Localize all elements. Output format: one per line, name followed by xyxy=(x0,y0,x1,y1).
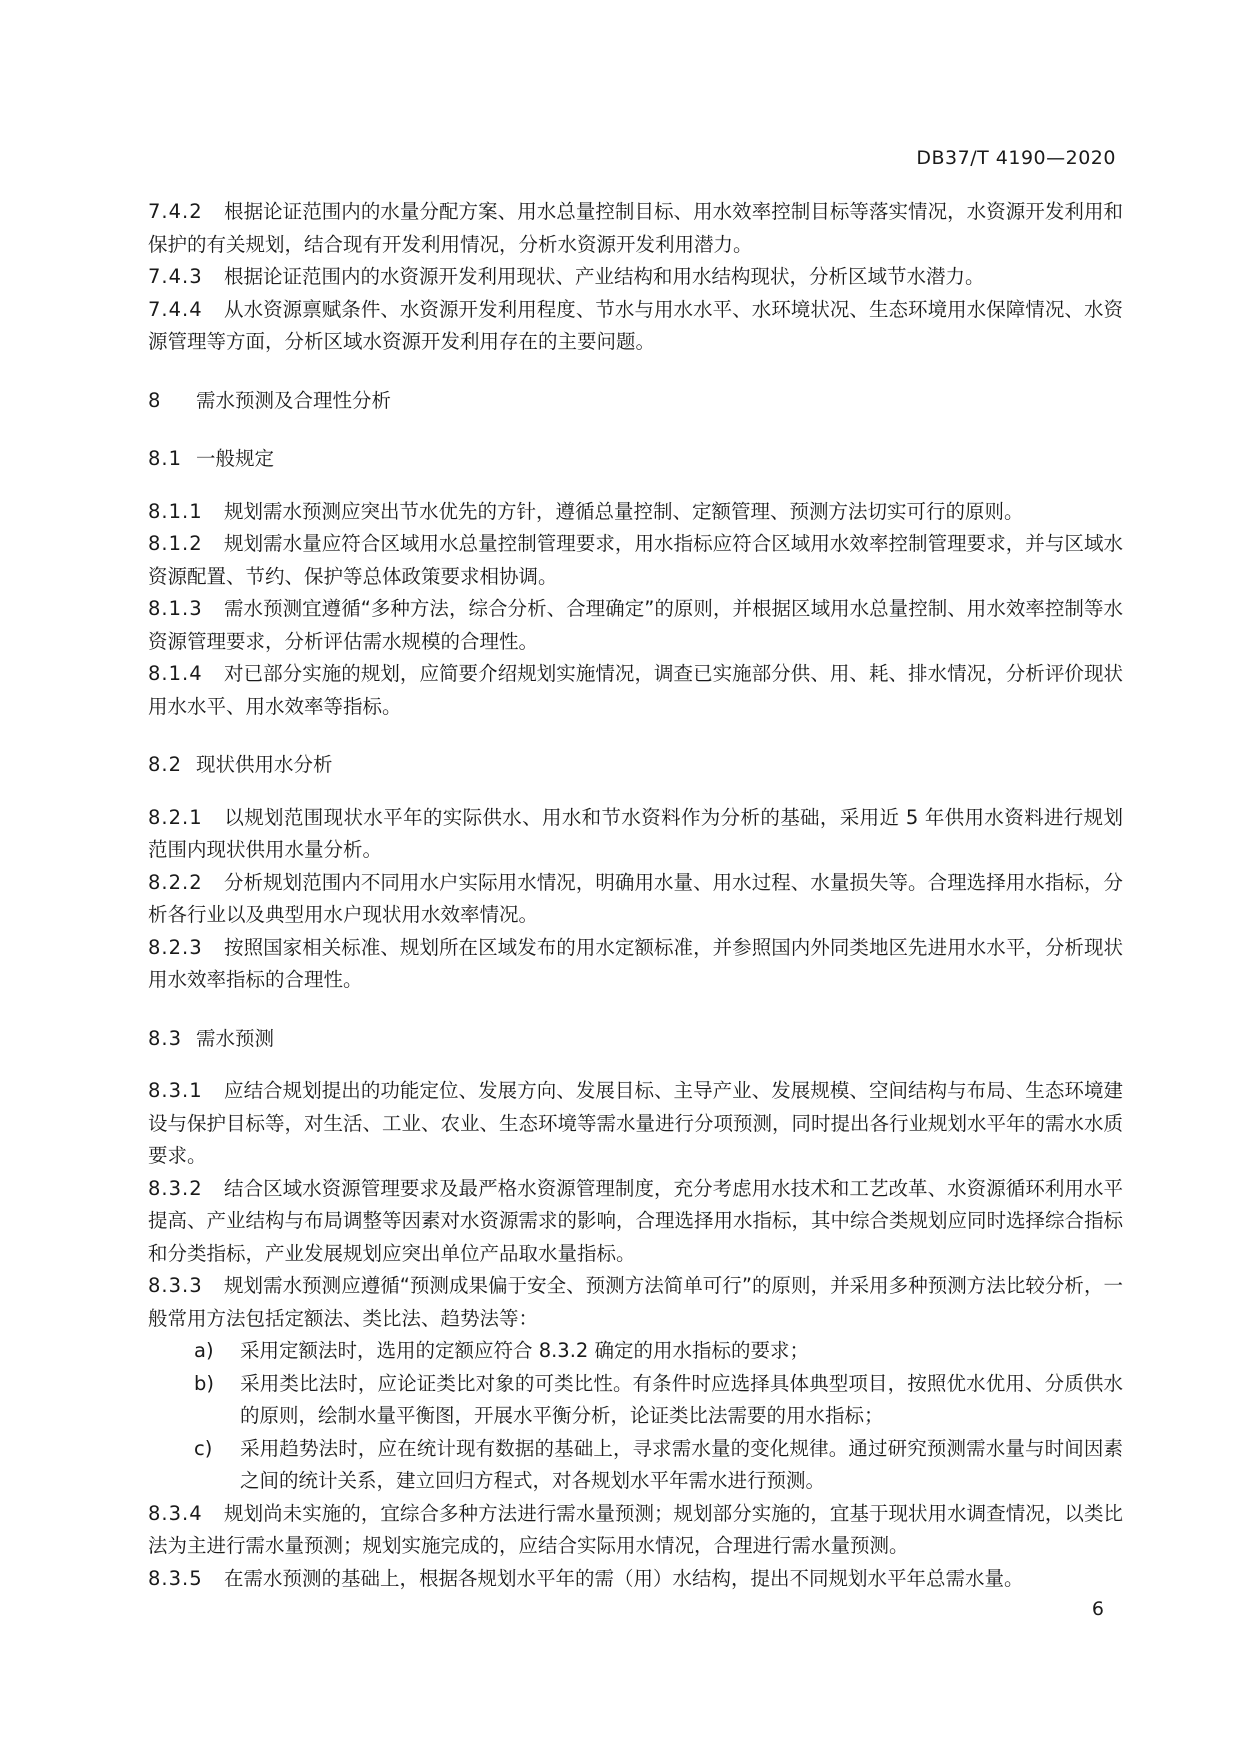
list-marker: a) xyxy=(194,1339,214,1362)
document-code: DB37/T 4190—2020 xyxy=(916,147,1116,169)
clause-8-1-4 xyxy=(148,658,1123,723)
page-number: 6 xyxy=(1091,1598,1104,1620)
clause-number: 8.3.3 xyxy=(148,1274,203,1297)
clause-text: 对已部分实施的规划，应简要介绍规划实施情况，调查已实施部分供、用、耗、排水情况，分析评价现状用水水平、用水效率等指标。 xyxy=(148,662,1123,718)
heading-number: 8.2 xyxy=(148,753,183,776)
clause-text: 在需水预测的基础上，根据各规划水平年的需（用）水结构，提出不同规划水平年总需水量。 xyxy=(224,1566,1024,1590)
heading-title: 一般规定 xyxy=(196,447,275,470)
clause-number: 8.1.2 xyxy=(148,532,203,555)
clause-8-1-2 xyxy=(148,528,1123,593)
list-item xyxy=(148,1433,1123,1498)
clause-text: 分析规划范围内不同用水户实际用水情况，明确用水量、用水过程、水量损失等。合理选择用水指标，分析各行业以及典型用水户现状用水效率情况。 xyxy=(148,870,1123,926)
clause-number: 8.3.4 xyxy=(148,1501,203,1525)
chapter-heading-8 xyxy=(148,385,1123,418)
clause-7-4-2 xyxy=(148,196,1123,261)
clause-8-3-5 xyxy=(148,1563,1123,1596)
list-item-text: 采用类比法时，应论证类比对象的可类比性。有条件时应选择具体典型项目，按照优水优用、分质供水的原则，绘制水量平衡图，开展水平衡分析，论证类比法需要的用水指标； xyxy=(240,1371,1123,1427)
list-item-text: 采用定额法时，选用的定额应符合 8.3.2 确定的用水指标的要求； xyxy=(240,1339,810,1362)
clause-number: 7.4.2 xyxy=(148,200,203,223)
clause-number: 8.2.3 xyxy=(148,935,203,959)
heading-title: 现状供用水分析 xyxy=(196,753,333,776)
clause-number: 7.4.3 xyxy=(148,265,203,288)
list-marker: c) xyxy=(194,1436,213,1460)
clause-text: 根据论证范围内的水资源开发利用现状、产业结构和用水结构现状，分析区域节水潜力。 xyxy=(224,265,985,288)
clause-8-2-1 xyxy=(148,802,1123,867)
clause-number: 8.3.1 xyxy=(148,1079,203,1102)
heading-title: 需水预测 xyxy=(196,1026,275,1050)
heading-number: 8 xyxy=(148,388,162,412)
clause-8-3-4 xyxy=(148,1498,1123,1563)
clause-number: 8.1.3 xyxy=(148,597,203,620)
list-item xyxy=(148,1335,1123,1368)
clause-number: 8.2.2 xyxy=(148,870,203,894)
clause-text: 规划尚未实施的，宜综合多种方法进行需水量预测；规划部分实施的，宜基于现状用水调查情况，以类比法为主进行需水量预测；规划实施完成的，应结合实际用水情况，合理进行需水量预测。 xyxy=(148,1501,1123,1557)
clause-text: 规划需水量应符合区域用水总量控制管理要求，用水指标应符合区域用水效率控制管理要求，并与区域水资源配置、节约、保护等总体政策要求相协调。 xyxy=(148,532,1123,588)
clause-text: 从水资源禀赋条件、水资源开发利用程度、节水与用水水平、水环境状况、生态环境用水保障情况、水资源管理等方面，分析区域水资源开发利用存在的主要问题。 xyxy=(148,297,1123,353)
heading-number: 8.1 xyxy=(148,447,183,470)
clause-text: 按照国家相关标准、规划所在区域发布的用水定额标准，并参照国内外同类地区先进用水水平，分析现状用水效率指标的合理性。 xyxy=(148,935,1123,991)
heading-title: 需水预测及合理性分析 xyxy=(196,388,392,412)
heading-number: 8.3 xyxy=(148,1026,183,1050)
clause-number: 8.3.5 xyxy=(148,1566,203,1590)
clause-number: 8.3.2 xyxy=(148,1176,203,1200)
clause-8-3-2 xyxy=(148,1173,1123,1271)
clause-text: 结合区域水资源管理要求及最严格水资源管理制度，充分考虑用水技术和工艺改革、水资源循环利用水平提高、产业结构与布局调整等因素对水资源需求的影响，合理选择用水指标，其中综合类规划应同时选择综合指标和分类指标，产业发展规划应突出单位产品取水量指标。 xyxy=(148,1176,1124,1265)
list-marker: b) xyxy=(194,1371,214,1395)
list-item-text: 采用趋势法时，应在统计现有数据的基础上，寻求需水量的变化规律。通过研究预测需水量与时间因素之间的统计关系，建立回归方程式，对各规划水平年需水进行预测。 xyxy=(240,1436,1123,1492)
clause-text: 根据论证范围内的水量分配方案、用水总量控制目标、用水效率控制目标等落实情况，水资源开发利用和保护的有关规划，结合现有开发利用情况，分析水资源开发利用潜力。 xyxy=(148,200,1123,256)
section-heading-8-2 xyxy=(148,749,1123,782)
clause-8-3-3 xyxy=(148,1270,1123,1335)
clause-number: 8.1.4 xyxy=(148,662,203,685)
clause-number: 8.1.1 xyxy=(148,499,203,523)
clause-8-2-2 xyxy=(148,867,1123,932)
clause-text: 规划需水预测应突出节水优先的方针，遵循总量控制、定额管理、预测方法切实可行的原则。 xyxy=(224,499,1024,523)
section-heading-8-3 xyxy=(148,1023,1123,1056)
clause-8-3-1 xyxy=(148,1075,1123,1173)
clause-7-4-4 xyxy=(148,294,1123,359)
clause-7-4-3 xyxy=(148,261,1123,294)
clause-number: 8.2.1 xyxy=(148,805,203,829)
clause-number: 7.4.4 xyxy=(148,297,203,321)
document-body xyxy=(148,196,1123,1595)
clause-text: 需水预测宜遵循“多种方法，综合分析、合理确定”的原则，并根据区域用水总量控制、用水效率控制等水资源管理要求，分析评估需水规模的合理性。 xyxy=(148,597,1123,653)
clause-text: 规划需水预测应遵循“预测成果偏于安全、预测方法简单可行”的原则，并采用多种预测方法比较分析，一般常用方法包括定额法、类比法、趋势法等： xyxy=(148,1274,1123,1330)
clause-text: 以规划范围现状水平年的实际供水、用水和节水资料作为分析的基础，采用近 5 年供用水资料进行规划范围内现状供用水量分析。 xyxy=(148,805,1123,861)
clause-8-1-3 xyxy=(148,593,1123,658)
clause-8-2-3 xyxy=(148,932,1123,997)
section-heading-8-1 xyxy=(148,443,1123,476)
clause-text: 应结合规划提出的功能定位、发展方向、发展目标、主导产业、发展规模、空间结构与布局、生态环境建设与保护目标等，对生活、工业、农业、生态环境等需水量进行分项预测，同时提出各行业规划水平年的需水水质要求。 xyxy=(148,1079,1124,1167)
list-item xyxy=(148,1368,1123,1433)
clause-8-1-1 xyxy=(148,496,1123,529)
